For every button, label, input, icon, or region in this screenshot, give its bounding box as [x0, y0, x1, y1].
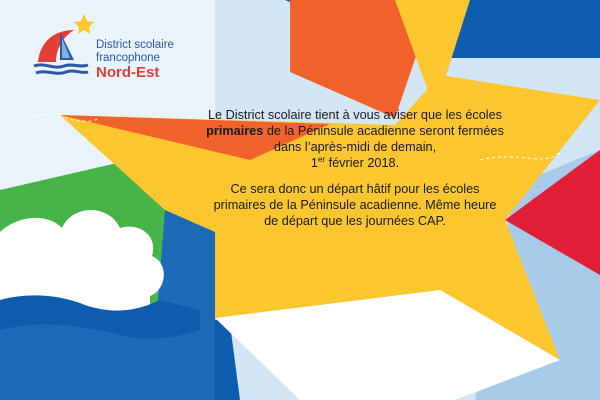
notice-paragraph-1	[205, 107, 505, 171]
p1-bold-word: primaires	[206, 124, 264, 138]
date-superscript: er	[317, 155, 326, 164]
sailboat-logo-icon	[26, 12, 96, 84]
logo-line-1: District scolaire	[96, 39, 174, 51]
star-icon	[74, 14, 94, 34]
date-rest: février 2018.	[325, 156, 400, 170]
district-logo	[26, 12, 186, 84]
p1-text-end: de la Péninsule acadienne seront fermées dans l’après-midi de demain,	[263, 124, 504, 154]
notice-message	[205, 107, 505, 229]
logo-wordmark	[96, 39, 174, 79]
logo-line-3: Nord-Est	[96, 64, 160, 81]
logo-line-2: francophone	[96, 52, 160, 64]
p1-text-start: Le District scolaire tient à vous aviser que les écoles	[207, 108, 503, 122]
date-day: 1	[310, 156, 318, 170]
notice-paragraph-2: Ce sera donc un départ hâtif pour les écoles primaires de la Péninsule acadienne. Même heure de départ que les journées CAP.	[213, 182, 497, 228]
